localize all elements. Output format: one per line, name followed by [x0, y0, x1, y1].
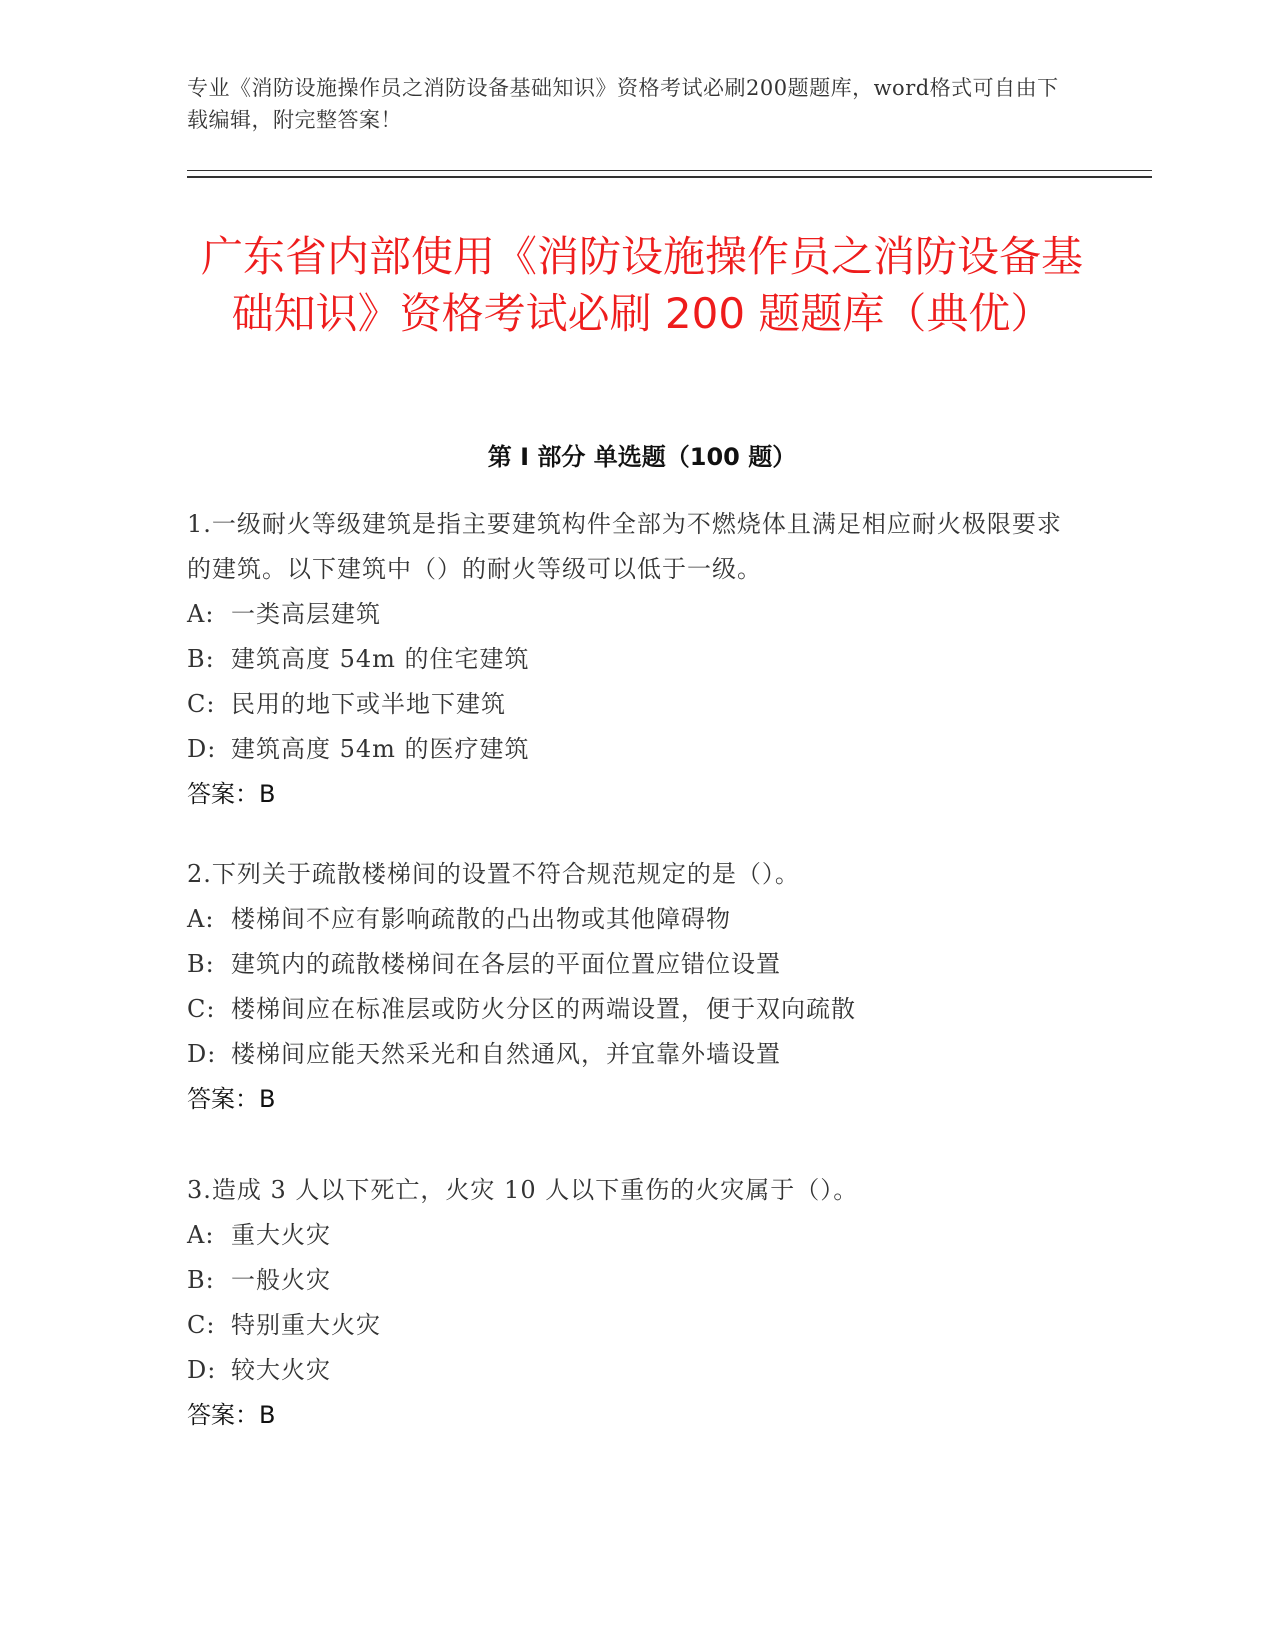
question-option-a: [187, 1213, 1067, 1258]
option-text: 建筑高度 54m 的住宅建筑: [231, 645, 530, 673]
question-stem: 1.一级耐火等级建筑是指主要建筑构件全部为不燃烧体且满足相应耐火极限要求的建筑。以下建筑中（）的耐火等级可以低于一级。: [187, 510, 1062, 583]
option-key: B:: [187, 1266, 215, 1294]
option-text: 建筑高度 54m 的医疗建筑: [231, 735, 530, 763]
header-divider-thin: [187, 170, 1152, 171]
option-text: 重大火灾: [231, 1221, 331, 1249]
question-option-a: [187, 897, 1067, 942]
option-key: C:: [187, 690, 216, 718]
question-stem: 2.下列关于疏散楼梯间的设置不符合规范规定的是（）。: [187, 860, 800, 888]
option-text: 特别重大火灾: [231, 1311, 381, 1339]
question-option-b: [187, 942, 1067, 987]
option-key: A:: [187, 1221, 215, 1249]
option-key: B:: [187, 645, 215, 673]
question-option-a: [187, 592, 1067, 637]
question-option-d: [187, 1348, 1067, 1393]
question-option-c: [187, 987, 1067, 1032]
question-item: [187, 1168, 1067, 1438]
option-text: 民用的地下或半地下建筑: [231, 690, 506, 718]
document-title: 广东省内部使用《消防设施操作员之消防设备基础知识》资格考试必刷 200 题题库（典优）: [200, 232, 1083, 338]
question-option-c: [187, 1303, 1067, 1348]
option-key: A:: [187, 905, 215, 933]
question-option-b: [187, 1258, 1067, 1303]
option-key: D:: [187, 1040, 217, 1068]
option-key: A:: [187, 600, 215, 628]
question-item: [187, 852, 1067, 1122]
question-option-d: [187, 1032, 1067, 1077]
option-key: C:: [187, 1311, 216, 1339]
question-answer: 答案：B: [187, 1401, 276, 1429]
question-stem: 3.造成 3 人以下死亡，火灾 10 人以下重伤的火灾属于（）。: [187, 1176, 859, 1204]
option-key: C:: [187, 995, 216, 1023]
option-text: 一般火灾: [231, 1266, 331, 1294]
section-title: 第 I 部分 单选题（100 题）: [487, 443, 797, 471]
option-text: 楼梯间应能天然采光和自然通风，并宜靠外墙设置: [231, 1040, 781, 1068]
question-answer: 答案：B: [187, 1085, 276, 1113]
option-text: 较大火灾: [231, 1356, 331, 1384]
option-text: 楼梯间不应有影响疏散的凸出物或其他障碍物: [231, 905, 731, 933]
option-text: 一类高层建筑: [231, 600, 381, 628]
question-option-b: [187, 637, 1067, 682]
option-text: 楼梯间应在标准层或防火分区的两端设置，便于双向疏散: [231, 995, 856, 1023]
option-text: 建筑内的疏散楼梯间在各层的平面位置应错位设置: [231, 950, 781, 978]
question-option-c: [187, 682, 1067, 727]
question-item: [187, 502, 1067, 817]
header-divider-thick: [187, 176, 1152, 178]
question-option-d: [187, 727, 1067, 772]
question-answer: 答案：B: [187, 780, 276, 808]
option-key: D:: [187, 1356, 217, 1384]
option-key: D:: [187, 735, 217, 763]
header-note: 专业《消防设施操作员之消防设备基础知识》资格考试必刷200题题库，word格式可自由下载编辑，附完整答案！: [187, 76, 1059, 132]
option-key: B:: [187, 950, 215, 978]
